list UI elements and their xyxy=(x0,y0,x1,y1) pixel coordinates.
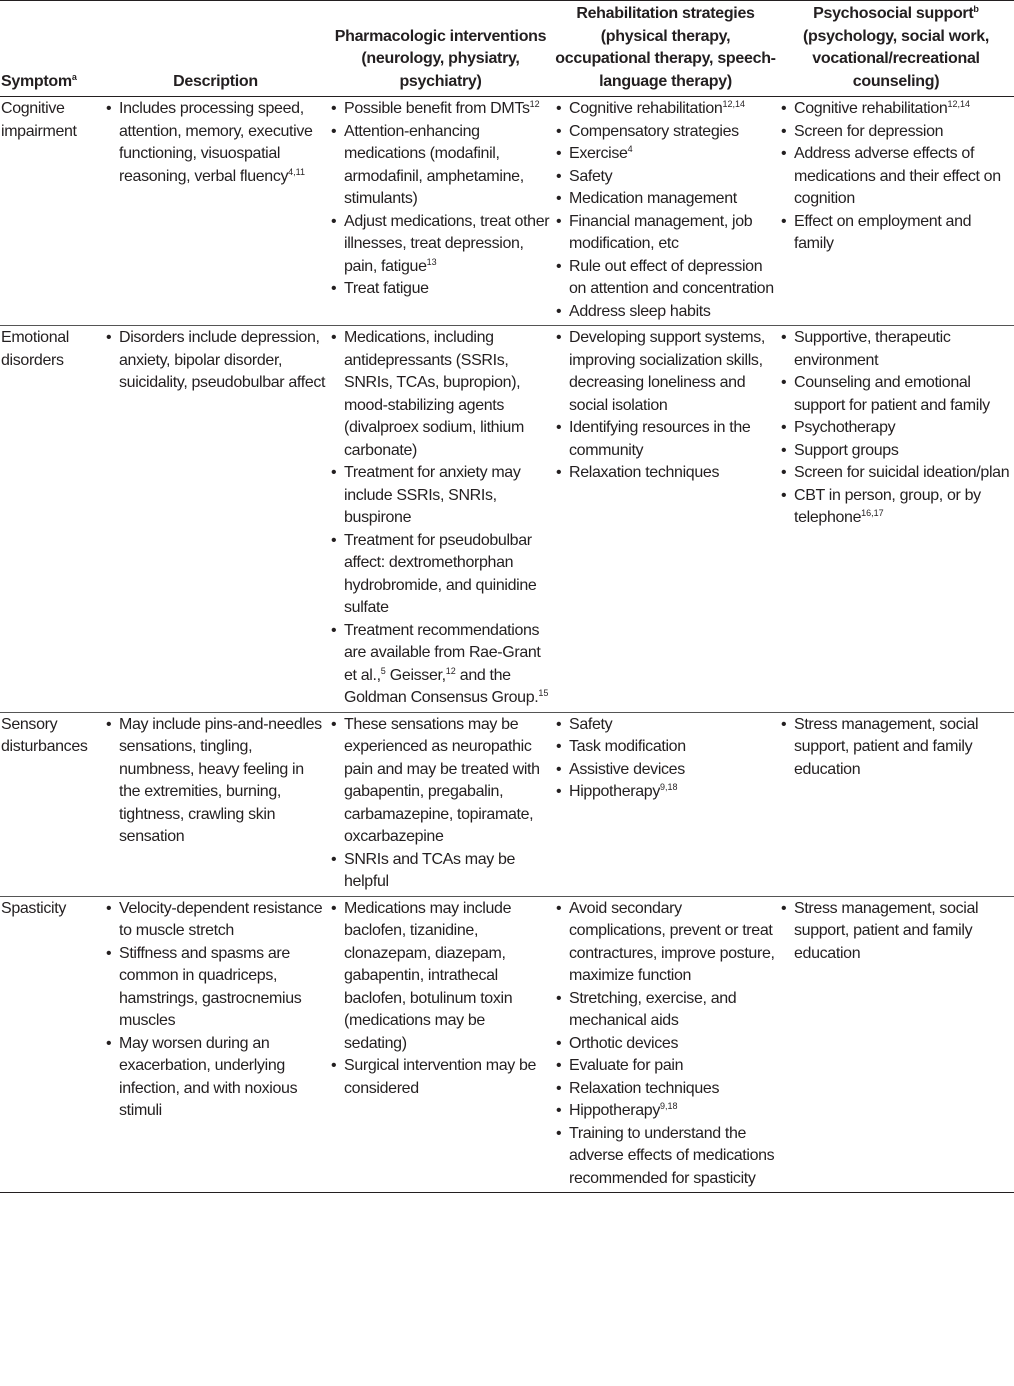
rehabilitation-cell xyxy=(553,712,778,896)
reference-superscript: 12 xyxy=(445,665,456,676)
bullet-icon: • xyxy=(781,122,787,140)
item-text: Developing support systems, improving socialization skills, decreasing loneliness and social isolation xyxy=(569,329,765,414)
table-row xyxy=(0,712,1014,896)
list-item xyxy=(555,256,776,301)
bullet-icon: • xyxy=(781,212,787,230)
bullet-icon: • xyxy=(556,329,562,346)
list-item xyxy=(780,898,1012,966)
bullet-icon: • xyxy=(556,302,562,320)
item-text: Medication management xyxy=(569,190,737,207)
rehabilitation-cell xyxy=(553,326,778,713)
bullet-icon: • xyxy=(781,374,787,391)
list-item xyxy=(555,1055,776,1078)
bullet-icon: • xyxy=(556,715,562,733)
item-text: and the Goldman Consensus Group. xyxy=(344,666,539,706)
bullet-icon: • xyxy=(781,419,787,436)
bullet-list xyxy=(555,98,776,323)
item-text: May worsen during an exacerbation, underlying infection, and with noxious stimuli xyxy=(119,1034,298,1119)
item-text: Address adverse effects of medications and their effect on cognition xyxy=(794,145,1001,207)
item-text: CBT in person, group, or by telephone xyxy=(794,486,981,526)
bullet-icon: • xyxy=(556,100,562,117)
list-item xyxy=(105,898,326,943)
table-row xyxy=(0,896,1014,1193)
item-text: Screen for depression xyxy=(794,122,944,140)
psychosocial-cell xyxy=(778,97,1014,326)
bullet-icon: • xyxy=(556,1034,562,1052)
bullet-list xyxy=(780,714,1012,782)
list-item xyxy=(330,849,551,894)
list-item xyxy=(555,143,776,166)
table-body xyxy=(0,97,1014,1193)
bullet-icon: • xyxy=(556,167,562,185)
header-text: Pharmacologic interventions (neurology, physiatry, psychiatry) xyxy=(334,27,547,90)
list-item xyxy=(780,372,1012,417)
bullet-list xyxy=(330,98,551,301)
item-text: Identifying resources in the community xyxy=(569,419,751,459)
bullet-icon: • xyxy=(331,715,337,733)
list-item xyxy=(780,121,1012,144)
bullet-icon: • xyxy=(106,1034,112,1052)
pharmacologic-cell xyxy=(328,896,553,1193)
bullet-icon: • xyxy=(781,899,787,917)
list-item xyxy=(780,417,1012,440)
reference-superscript: 12 xyxy=(529,99,540,109)
list-item xyxy=(555,898,776,988)
bullet-icon: • xyxy=(556,989,562,1007)
item-text: Safety xyxy=(569,167,613,185)
list-item xyxy=(555,736,776,759)
list-item xyxy=(330,620,551,710)
list-item xyxy=(105,943,326,1033)
item-text: Adjust medications, treat other illnesses, treat depression, pain, fatigue xyxy=(344,212,550,275)
bullet-icon: • xyxy=(556,783,562,800)
list-item xyxy=(555,211,776,256)
bullet-icon: • xyxy=(331,621,337,639)
header-text: Symptom xyxy=(1,72,72,90)
bullet-icon: • xyxy=(556,760,562,778)
pharmacologic-cell xyxy=(328,712,553,896)
item-text: Training to understand the adverse effects of medications recommended for spasticity xyxy=(569,1124,775,1187)
bullet-list xyxy=(780,898,1012,966)
item-text: Treatment for anxiety may include SSRIs, SNRIs, buspirone xyxy=(344,464,521,526)
symptom-cell: Spasticity xyxy=(1,899,66,917)
bullet-list xyxy=(555,714,776,804)
list-item xyxy=(330,121,551,211)
item-text: Hippotherapy xyxy=(569,1102,660,1119)
list-item xyxy=(780,327,1012,372)
list-item xyxy=(555,98,776,121)
item-text: Stretching, exercise, and mechanical aids xyxy=(569,989,737,1029)
bullet-list xyxy=(330,327,551,710)
list-item xyxy=(780,440,1012,463)
reference-superscript: 12,14 xyxy=(947,99,971,109)
item-text: Attention-enhancing medications (modafinil, armodafinil, amphetamine, stimulants) xyxy=(344,122,524,207)
item-text: Stress management, social support, patient and family education xyxy=(794,715,979,778)
item-text: Medications may include baclofen, tizanidine, clonazepam, diazepam, gabapentin, intrathecal baclofen, botulinum toxin (medications may be sedating) xyxy=(344,899,513,1052)
psychosocial-cell xyxy=(778,896,1014,1193)
bullet-icon: • xyxy=(331,464,337,481)
footnote-marker: a xyxy=(71,71,77,82)
bullet-icon: • xyxy=(556,464,562,481)
bullet-list xyxy=(555,898,776,1191)
list-item xyxy=(555,417,776,462)
bullet-list xyxy=(330,714,551,894)
list-item xyxy=(555,1123,776,1191)
header-description xyxy=(103,1,328,97)
bullet-list xyxy=(780,98,1012,256)
bullet-icon: • xyxy=(556,257,562,275)
list-item xyxy=(780,211,1012,256)
header-psychosocial xyxy=(778,1,1014,97)
bullet-icon: • xyxy=(556,122,562,140)
item-text: Treat fatigue xyxy=(344,280,429,297)
list-item xyxy=(780,485,1012,530)
item-text: Stress management, social support, patient and family education xyxy=(794,899,979,962)
item-text: Support groups xyxy=(794,441,899,459)
list-item xyxy=(780,143,1012,211)
bullet-icon: • xyxy=(106,899,112,917)
bullet-icon: • xyxy=(106,100,112,117)
item-text: Surgical intervention may be considered xyxy=(344,1057,537,1097)
pharmacologic-cell xyxy=(328,97,553,326)
bullet-icon: • xyxy=(556,1079,562,1097)
bullet-list xyxy=(105,898,326,1123)
list-item xyxy=(780,98,1012,121)
bullet-icon: • xyxy=(781,486,787,504)
item-text: Exercise xyxy=(569,145,628,162)
item-text: Possible benefit from DMTs xyxy=(344,100,530,117)
header-text: Psychosocial support xyxy=(813,5,974,22)
item-text: Supportive, therapeutic environment xyxy=(794,329,951,369)
list-item xyxy=(555,301,776,324)
list-item xyxy=(555,188,776,211)
bullet-icon: • xyxy=(331,1057,337,1074)
bullet-icon: • xyxy=(106,715,112,733)
bullet-icon: • xyxy=(331,122,337,140)
bullet-list xyxy=(330,898,551,1101)
item-text: Orthotic devices xyxy=(569,1034,679,1052)
list-item xyxy=(330,898,551,1056)
bullet-list xyxy=(780,327,1012,530)
list-item xyxy=(555,781,776,804)
reference-superscript: 5 xyxy=(380,665,386,676)
bullet-icon: • xyxy=(781,329,787,346)
list-item xyxy=(780,462,1012,485)
item-text: Evaluate for pain xyxy=(569,1057,684,1074)
reference-superscript: 9,18 xyxy=(659,1101,678,1111)
bullet-icon: • xyxy=(556,899,562,917)
symptom-cell: Emotional disorders xyxy=(0,326,103,713)
description-cell xyxy=(103,712,328,896)
header-symptom xyxy=(0,1,103,97)
bullet-list xyxy=(105,327,326,395)
bullet-icon: • xyxy=(556,190,562,207)
list-item xyxy=(555,988,776,1033)
list-item xyxy=(780,714,1012,782)
list-item xyxy=(330,98,551,121)
bullet-icon: • xyxy=(556,145,562,162)
bullet-list xyxy=(555,327,776,485)
list-item xyxy=(330,530,551,620)
item-text: SNRIs and TCAs may be helpful xyxy=(344,850,516,890)
list-item xyxy=(330,462,551,530)
bullet-icon: • xyxy=(106,944,112,962)
item-text: Relaxation techniques xyxy=(569,464,720,481)
reference-superscript: 16,17 xyxy=(861,508,884,518)
item-text: May include pins-and-needles sensations, tingling, numbness, heavy feeling in the extremities, burning, tightness, crawling skin sensation xyxy=(119,715,322,845)
reference-superscript: 4,11 xyxy=(288,166,305,177)
description-cell xyxy=(103,896,328,1193)
reference-superscript: 13 xyxy=(426,256,437,267)
header-rehabilitation xyxy=(553,1,778,97)
footnote-marker: b xyxy=(973,4,979,14)
bullet-icon: • xyxy=(781,464,787,481)
reference-superscript: 4 xyxy=(627,144,633,154)
bullet-list xyxy=(105,714,326,849)
bullet-icon: • xyxy=(556,1124,562,1142)
item-text: Relaxation techniques xyxy=(569,1079,720,1097)
list-item xyxy=(105,98,326,188)
symptom-cell: Cognitive impairment xyxy=(0,97,103,326)
header-row xyxy=(0,1,1014,97)
bullet-icon: • xyxy=(331,100,337,117)
item-text: Address sleep habits xyxy=(569,302,711,320)
item-text: Medications, including antidepressants (SSRIs, SNRIs, TCAs, bupropion), mood-stabilizing agents (divalproex sodium, lithium carbonate) xyxy=(344,329,524,459)
bullet-icon: • xyxy=(781,441,787,459)
table-row xyxy=(0,97,1014,326)
item-text: Hippotherapy xyxy=(569,783,660,800)
bullet-icon: • xyxy=(106,329,112,346)
list-item xyxy=(105,714,326,849)
bullet-icon: • xyxy=(556,1057,562,1074)
bullet-icon: • xyxy=(331,329,337,346)
bullet-icon: • xyxy=(331,212,337,230)
list-item xyxy=(555,714,776,737)
list-item xyxy=(555,327,776,417)
header-text: Description xyxy=(173,72,258,90)
bullet-icon: • xyxy=(781,100,787,117)
list-item xyxy=(555,121,776,144)
item-text: Financial management, job modification, etc xyxy=(569,212,753,252)
header-text: Rehabilitation strategies (physical therapy, occupational therapy, speech-language therapy) xyxy=(555,5,776,90)
list-item xyxy=(330,1055,551,1100)
item-text: Effect on employment and family xyxy=(794,212,972,252)
psychosocial-cell xyxy=(778,326,1014,713)
list-item xyxy=(555,166,776,189)
header-text: (psychology, social work, vocational/recreational counseling) xyxy=(802,27,990,90)
item-text: Cognitive rehabilitation xyxy=(794,100,948,117)
item-text: Rule out effect of depression on attention and concentration xyxy=(569,257,774,297)
header-pharmacologic xyxy=(328,1,553,97)
bullet-icon: • xyxy=(556,738,562,755)
item-text: Psychotherapy xyxy=(794,419,896,436)
table-row xyxy=(0,326,1014,713)
item-text: Velocity-dependent resistance to muscle stretch xyxy=(119,899,323,939)
list-item xyxy=(105,1033,326,1123)
rehabilitation-cell xyxy=(553,896,778,1193)
item-text: Assistive devices xyxy=(569,760,685,778)
item-text: Task modification xyxy=(569,738,686,755)
bullet-icon: • xyxy=(556,419,562,436)
list-item xyxy=(330,278,551,301)
item-text: Screen for suicidal ideation/plan xyxy=(794,464,1010,481)
list-item xyxy=(555,462,776,485)
item-text: Treatment for pseudobulbar affect: dextromethorphan hydrobromide, and quinidine sulfate xyxy=(344,531,537,616)
bullet-icon: • xyxy=(331,850,337,868)
bullet-list xyxy=(105,98,326,188)
pharmacologic-cell xyxy=(328,326,553,713)
bullet-icon: • xyxy=(781,715,787,733)
description-cell xyxy=(103,326,328,713)
item-text: Compensatory strategies xyxy=(569,122,739,140)
item-text: Stiffness and spasms are common in quadriceps, hamstrings, gastrocnemius muscles xyxy=(119,944,302,1029)
reference-superscript: 12,14 xyxy=(722,99,746,109)
list-item xyxy=(105,327,326,395)
item-text: Includes processing speed, attention, memory, executive functioning, visuospatial reasoning, verbal fluency xyxy=(119,100,313,185)
list-item xyxy=(330,714,551,849)
bullet-icon: • xyxy=(331,531,337,549)
item-text: Counseling and emotional support for patient and family xyxy=(794,374,990,414)
description-cell xyxy=(103,97,328,326)
bullet-icon: • xyxy=(331,899,337,917)
bullet-icon: • xyxy=(556,1102,562,1119)
bullet-icon: • xyxy=(781,145,787,162)
item-text: These sensations may be experienced as neuropathic pain and may be treated with gabapentin, pregabalin, carbamazepine, topiramate, oxcarbazepine xyxy=(344,715,540,845)
list-item xyxy=(555,1033,776,1056)
list-item xyxy=(330,211,551,279)
psychosocial-cell xyxy=(778,712,1014,896)
bullet-icon: • xyxy=(556,212,562,230)
item-text: Treatment recommendations are available from Rae-Grant et al., xyxy=(344,621,541,684)
list-item xyxy=(555,1100,776,1123)
list-item xyxy=(555,759,776,782)
item-text: Geisser, xyxy=(385,666,446,684)
item-text: Safety xyxy=(569,715,613,733)
reference-superscript: 15 xyxy=(538,688,549,698)
item-text: Disorders include depression, anxiety, bipolar disorder, suicidality, pseudobulbar affect xyxy=(119,329,326,391)
symptom-cell: Sensory disturbances xyxy=(0,712,103,896)
reference-superscript: 9,18 xyxy=(659,782,678,792)
bullet-icon: • xyxy=(331,280,337,297)
list-item xyxy=(330,327,551,462)
list-item xyxy=(555,1078,776,1101)
rehabilitation-cell xyxy=(553,97,778,326)
item-text: Cognitive rehabilitation xyxy=(569,100,723,117)
item-text: Avoid secondary complications, prevent or treat contractures, improve posture, maximize function xyxy=(569,899,775,984)
